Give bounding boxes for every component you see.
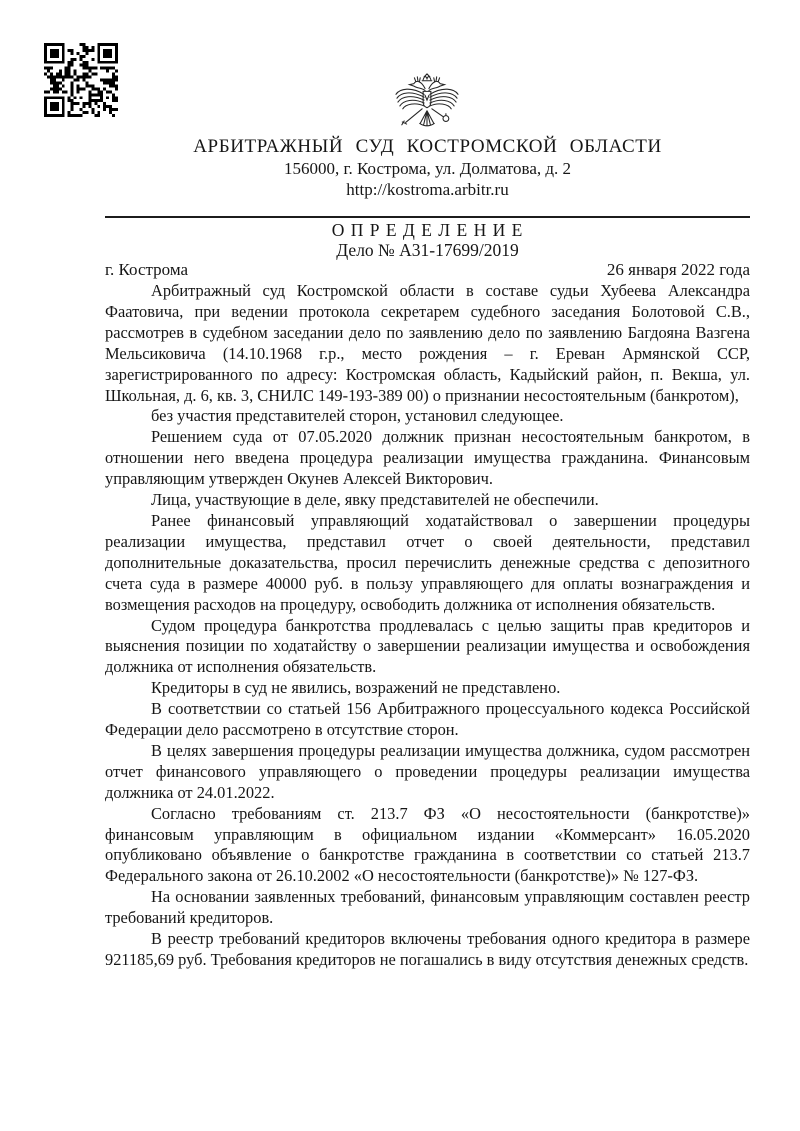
city-label: г. Кострома	[105, 260, 189, 279]
paragraph-report-review: В целях завершения процедуры реализации имущества должника, судом рассмотрен отчет финансового управляющего о проведении процедуры реализации имущества должника от 24.01.2022.	[105, 740, 750, 802]
header-divider	[105, 216, 750, 218]
document-body	[105, 281, 750, 971]
case-number: Дело № А31-17699/2019	[336, 240, 519, 260]
paragraph-register-claims: В реестр требований кредиторов включены требования одного кредитора в размере 921185,69 руб. Требования кредиторов не погашались в виду отсутствия денежных средств.	[105, 929, 750, 969]
paragraph-attendance: Лица, участвующие в деле, явку представителей не обеспечили.	[151, 490, 599, 510]
court-address: 156000, г. Кострома, ул. Долматова, д. 2	[283, 159, 572, 178]
paragraph-bankruptcy-decision: Решением суда от 07.05.2020 должник признан несостоятельным банкротом, в отношении него введена процедура реализации имущества гражданина. Финансовым управляющим утвержден Окунев Алексей Викторович.	[105, 427, 750, 489]
paragraph-composition: Арбитражный суд Костромской области в составе судьи Хубеева Александра Фаатовича, при ведении протокола секретарем судебного заседания Болотовой С.В., рассмотрев в судебном заседании дело по заявлению дело по заявлению Багдояна Вазгена Мельсиковича (14.10.1968 г.р., место рождения – г. Ереван Армянской ССР, зарегистрированного по адресу: Костромская область, Кадыйский район, п. Векша, ул. Школьная, д. 6, кв. 3, СНИЛС 149-193-389 00) о признании несостоятельным (банкротом),	[105, 281, 750, 405]
court-website: http://kostroma.arbitr.ru	[346, 180, 509, 199]
city-date-row	[105, 260, 750, 280]
document-title: О П Р Е Д Е Л Е Н И Е	[331, 220, 524, 240]
paragraph-register-created: На основании заявленных требований, финансовым управляющим составлен реестр требований кредиторов.	[105, 887, 750, 928]
paragraph-creditors-absent: Кредиторы в суд не явились, возражений не представлено.	[151, 678, 561, 698]
paragraph-publication: Согласно требованиям ст. 213.7 ФЗ «О несостоятельности (банкротстве)» финансовым управляющим в официальном издании «Коммерсант» 16.05.2020 опубликовано объявление о банкротстве гражданина в соответствии со статьей 213.7 Федерального закона от 26.10.2002 «О несостоятельности (банкротстве)» № 127-ФЗ.	[105, 803, 750, 886]
qr-code-icon	[44, 43, 118, 117]
paragraph-article-156: В соответствии со статьей 156 Арбитражного процессуального кодекса Российской Федерации дело рассмотрено в отсутствие сторон.	[105, 699, 750, 740]
paragraph-procedure-extension: Судом процедура банкротства продлевалась с целью защиты прав кредиторов и выяснения позиции по ходатайству о завершении реализации имущества и освобождения должника от исполнения обязательств.	[105, 615, 750, 677]
paragraph-manager-motion: Ранее финансовый управляющий ходатайствовал о завершении процедуры реализации имущества, представил отчет о своей деятельности, представил дополнительные доказательства, просил перечислить денежные средства с депозитного счета суда в размере 40000 руб. в пользу управляющего для оплаты вознаграждения и возмещения расходов на процедуру, освободить должника от исполнения обязательств.	[105, 510, 750, 614]
date-label: 26 января 2022 года	[606, 260, 750, 279]
coat-of-arms-icon	[392, 72, 462, 136]
paragraph-no-parties: без участия представителей сторон, установил следующее.	[151, 406, 564, 426]
court-name: АРБИТРАЖНЫЙ СУД КОСТРОМСКОЙ ОБЛАСТИ	[193, 136, 662, 157]
